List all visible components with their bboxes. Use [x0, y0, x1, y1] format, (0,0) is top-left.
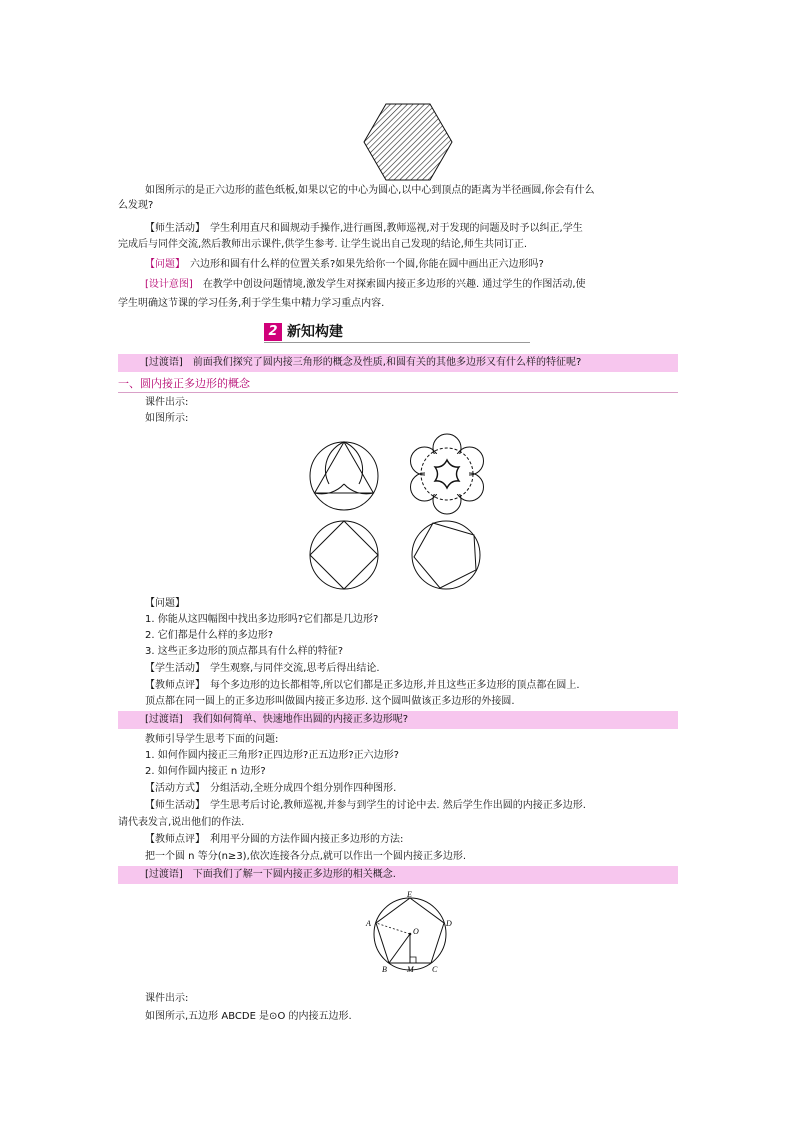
guide-question-1: 1. 如何作圆内接正三角形?正四边形?正五边形?正六边形? — [145, 750, 399, 761]
design-intent-text-1: 在教学中创设问题情境,激发学生对探索圆内接正多边形的兴趣. 通过学生的作图活动,使 — [202, 279, 586, 290]
student-activity-line — [145, 661, 678, 676]
as-shown-label: 如图所示: — [145, 413, 189, 424]
question-3: 3. 这些正多边形的顶点都具有什么样的特征? — [145, 646, 344, 657]
label-m: M — [407, 965, 414, 974]
section-header-rule — [264, 342, 530, 343]
teacher-comment-line — [145, 678, 678, 693]
guide-comment-tag: 【教师点评】 — [145, 834, 200, 845]
label-o: O — [413, 927, 419, 936]
circle-triangle-figure — [308, 440, 380, 512]
teacher-activity-line-1 — [145, 221, 678, 236]
guide-intro: 教师引导学生思考下面的问题: — [145, 734, 279, 745]
method-line: 把一个圆 n 等分(n≥3),依次连接各分点,就可以作出一个圆内接正多边形. — [145, 851, 467, 862]
hatched-hexagon-figure — [363, 103, 453, 181]
label-d: D — [446, 919, 452, 928]
activity-mode-tag: 【活动方式】 — [145, 783, 200, 794]
courseware-show-label: 课件出示: — [145, 397, 189, 408]
section-title: 新知构建 — [287, 324, 343, 340]
circle-square-figure — [308, 519, 380, 591]
design-intent-line-1 — [145, 277, 678, 292]
question-1: 1. 你能从这四幅图中找出多边形吗?它们都是几边形? — [145, 614, 379, 625]
guide-comment-text: 利用平分圆的方法作圆内接正多边形的方法: — [210, 834, 404, 845]
intro-line-2: 么发现? — [118, 200, 154, 211]
transition-text-1: [过渡语] 前面我们探究了圆内接三角形的概念及性质,和圆有关的其他多边形又有什么样的特征呢? — [145, 357, 582, 368]
student-activity-text: 学生观察,与同伴交流,思考后得出结论. — [210, 663, 380, 674]
teacher-activity-text-1: 学生利用直尺和圆规动手操作,进行画图,教师巡视,对于发现的问题及时予以纠正,学生 — [210, 223, 583, 234]
question-text: 六边形和圆有什么样的位置关系?如果先给你一个圆,你能在圆中画出正六边形吗? — [190, 259, 544, 270]
label-c: C — [432, 965, 438, 974]
guide-activity-tag: 【师生活动】 — [145, 800, 200, 811]
part1-title: 一、圆内接正多边形的概念 — [118, 377, 250, 390]
question-tag: 【问题】 — [145, 259, 180, 270]
label-e: E — [407, 890, 412, 899]
questions-tag: 【问题】 — [145, 598, 185, 609]
transition-text-3: [过渡语] 下面我们了解一下圆内接正多边形的相关概念. — [145, 869, 396, 880]
label-a: A — [366, 919, 371, 928]
transition-text-2: [过渡语] 我们如何简单、快速地作出圆的内接正多边形呢? — [145, 714, 409, 725]
pentagon-abcde-figure — [362, 890, 458, 976]
question-line — [145, 257, 678, 272]
flower-hexagon-figure — [403, 430, 491, 518]
circle-pentagon-figure — [410, 519, 482, 591]
design-intent-tag: [设计意图] — [145, 279, 193, 290]
section-number-badge: 2 — [264, 323, 282, 341]
guide-activity-text-1: 学生思考后讨论,教师巡视,并参与到学生的讨论中去. 然后学生作出圆的内接正多边形. — [210, 800, 586, 811]
design-intent-line-2: 学生明确这节课的学习任务,利于学生集中精力学习重点内容. — [118, 298, 385, 309]
guide-comment-line — [145, 832, 678, 847]
activity-mode-text: 分组活动,全班分成四个组分别作四种图形. — [210, 783, 397, 794]
closing-text: 如图所示,五边形 ABCDE 是⊙O 的内接五边形. — [145, 1011, 352, 1022]
intro-line-1: 如图所示的是正六边形的蓝色纸板,如果以它的中心为圆心,以中心到顶点的距离为半径画圆,你会有什么 — [145, 185, 595, 196]
teacher-comment-text: 每个多边形的边长都相等,所以它们都是正多边形,并且这些正多边形的顶点都在圆上. — [210, 680, 580, 691]
closing-show-label: 课件出示: — [145, 993, 189, 1004]
part1-title-underline — [118, 392, 678, 393]
teacher-activity-line-2: 完成后与同伴交流,然后教师出示课件,供学生参考. 让学生说出自己发现的结论,师生共同订正. — [118, 239, 528, 250]
guide-activity-line-1 — [145, 798, 678, 813]
activity-mode-line — [145, 781, 678, 796]
teacher-comment-tag: 【教师点评】 — [145, 680, 200, 691]
label-b: B — [382, 965, 387, 974]
student-activity-tag: 【学生活动】 — [145, 663, 200, 674]
teacher-activity-tag: 【师生活动】 — [145, 223, 200, 234]
definition-line: 顶点都在同一圆上的正多边形叫做圆内接正多边形. 这个圆叫做该正多边形的外接圆. — [145, 696, 515, 707]
question-2: 2. 它们都是什么样的多边形? — [145, 630, 274, 641]
guide-question-2: 2. 如何作圆内接正 n 边形? — [145, 766, 266, 777]
guide-activity-line-2: 请代表发言,说出他们的作法. — [118, 817, 245, 828]
